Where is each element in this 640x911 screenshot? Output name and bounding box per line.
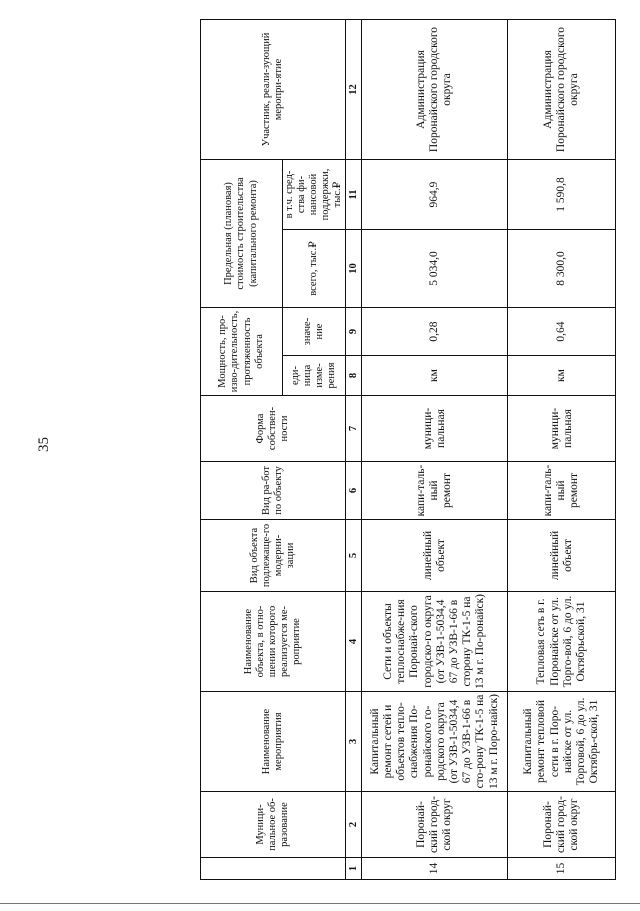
row-work-type: капи-таль-ный ремонт (362, 462, 508, 520)
row-measure: Капитальный ремонт сетей и объектов тепло-снабжения По-ронайского го-родского округа (от УЗВ-1-5034,4 67 до УЗВ-1-66 в сто-рону ТК-1-5 на 13 м г. Поро-найск) (362, 692, 508, 792)
scan-edge-line (0, 903, 640, 904)
column-number: 5 (346, 520, 362, 592)
header-ownership: Форма собствен-ности (201, 396, 346, 462)
header-participant: Участник, реали-зующий меропри-ятие (201, 20, 346, 160)
row-municipality: Поронай-ский город-ской округ (362, 792, 508, 858)
row-object-name: Сети и объекты теплоснабже-ния Поронай-ского городско-го округа (от УЗВ-1-5034,4 67 до УЗВ-1-66 в сторону ТК-1-5 на 13 м г. По-ронайск) (362, 592, 508, 692)
column-numbers-row (346, 20, 362, 880)
page-number: 35 (36, 437, 52, 452)
column-number: 7 (346, 396, 362, 462)
column-number: 6 (346, 462, 362, 520)
row-measure: Капитальный ремонт тепловой сети в г. Поро-найске от ул. Торговой, 6 до ул. Октябрь-ской, 31 (508, 692, 616, 792)
column-number: 12 (346, 20, 362, 160)
column-number: 3 (346, 692, 362, 792)
row-number: 14 (362, 858, 508, 880)
column-number: 10 (346, 230, 362, 308)
column-number: 11 (346, 160, 362, 230)
column-number: 4 (346, 592, 362, 692)
column-number: 2 (346, 792, 362, 858)
row-unit: км (508, 356, 616, 396)
header-index (201, 858, 346, 880)
row-cost-total: 5 034,0 (362, 230, 508, 308)
row-ownership: муници-пальная (508, 396, 616, 462)
table-row (508, 20, 616, 880)
header-measure: Наименование мероприятия (201, 692, 346, 792)
row-cost-total: 8 300,0 (508, 230, 616, 308)
row-cost-support: 1 590,8 (508, 160, 616, 230)
rotated-table-wrapper (200, 20, 614, 880)
header-row (201, 20, 283, 880)
column-number: 1 (346, 858, 362, 880)
row-ownership: муници-пальная (362, 396, 508, 462)
header-municipality: Муници-пальное об-разование (201, 792, 346, 858)
row-object-name: Тепловая сеть в г. Поронайске от ул. Торго-вой, 6 до ул. Октябрьской, 31 (508, 592, 616, 692)
header-work-type: Вид ра-бот по объекту (201, 462, 346, 520)
table-row (362, 20, 508, 880)
row-unit: км (362, 356, 508, 396)
header-object-name: Наименование объекта, в отно-шении которого реализуется ме-роприятие (201, 592, 346, 692)
row-object-type: линейный объект (362, 520, 508, 592)
row-value: 0,28 (362, 308, 508, 356)
row-municipality: Поронай-ский город-ской округ (508, 792, 616, 858)
header-cost: Предельная (плановая) стоимость строительства (капитального ремонта) (201, 160, 283, 308)
header-cost-total: всего, тыс.₽ (283, 230, 346, 308)
row-participant: Администрация Поронайского городского округа (362, 20, 508, 160)
row-cost-support: 964,9 (362, 160, 508, 230)
column-number: 8 (346, 356, 362, 396)
row-participant: Администрация Поронайского городского округа (508, 20, 616, 160)
header-object-type: Вид объекта подлежаще-го модерни-зации (201, 520, 346, 592)
header-capacity-value: значе-ние (283, 308, 346, 356)
row-object-type: линейный объект (508, 520, 616, 592)
column-number: 9 (346, 308, 362, 356)
header-capacity: Мощность, про-изво-дительность, протяженность объекта (201, 308, 283, 396)
row-work-type: капи-таль-ный ремонт (508, 462, 616, 520)
measures-table (200, 19, 616, 880)
header-capacity-unit: еди-ница изме-рения (283, 356, 346, 396)
row-number: 15 (508, 858, 616, 880)
row-value: 0,64 (508, 308, 616, 356)
header-cost-support: в т.ч. сред-ства фи-нансовой поддержки, тыс.₽ (283, 160, 346, 230)
